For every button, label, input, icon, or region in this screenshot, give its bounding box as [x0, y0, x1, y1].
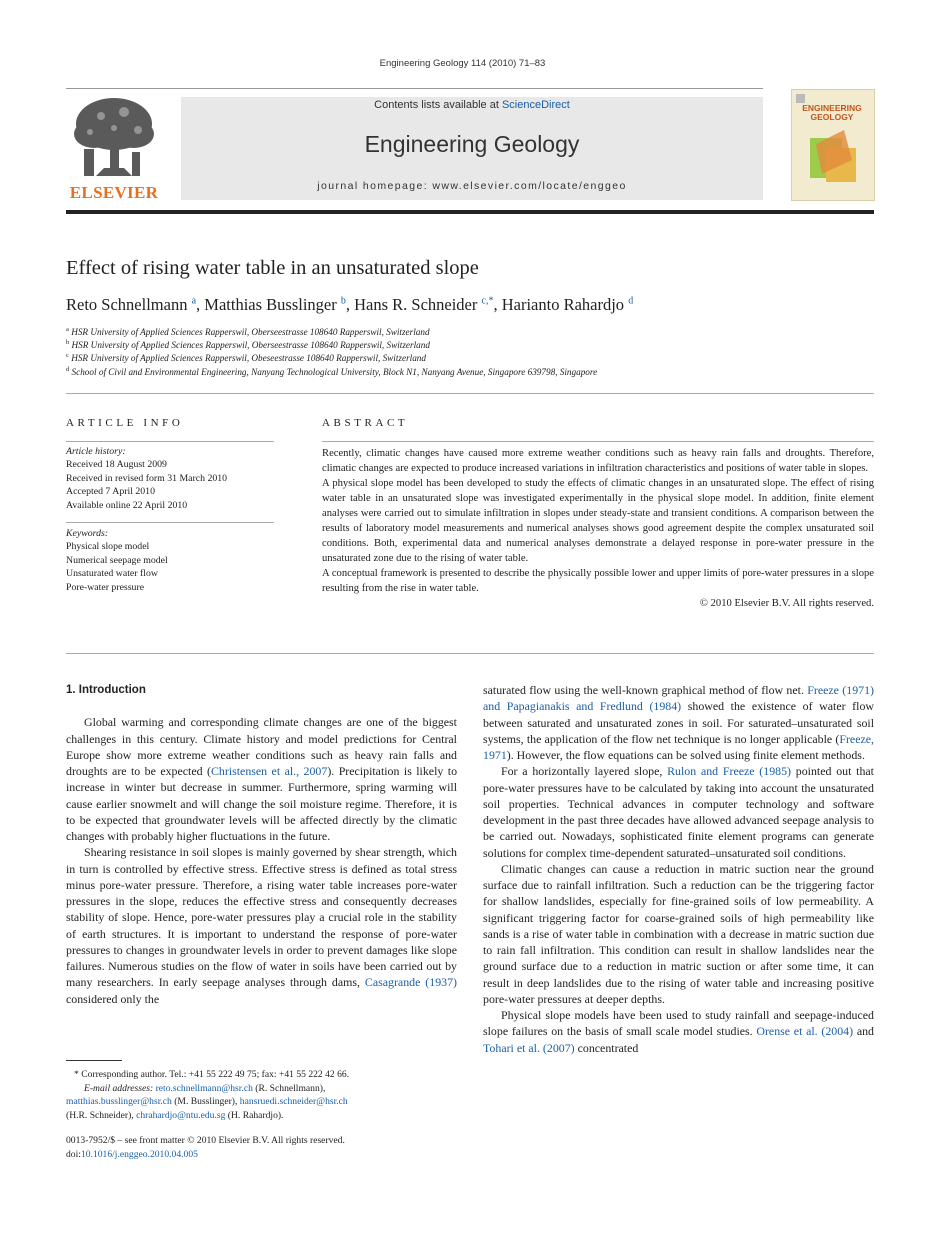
text-run: Physical slope models have been used to study rainfall and seepage-induced slope failures on the basis of small scale model studies.	[483, 1008, 874, 1039]
author-name: Matthias Busslinger	[204, 295, 337, 314]
citation-link[interactable]: Casagrande (1937)	[364, 975, 457, 990]
article-info-heading: ARTICLE INFO	[66, 417, 184, 429]
body-column-left	[66, 682, 457, 1007]
email-link[interactable]: matthias.busslinger@hsr.ch	[66, 1096, 172, 1107]
text-run: ). Precipitation is likely to increase in winter but decrease in summer. Furthermore, spring warming will cause earlier snowmelt and will change the soil moisture regime. Therefore, it is to be expected that groundwater levels will be affected directly by the climatic changes with probably higher fluctuations in the future.	[66, 764, 458, 843]
doi-link[interactable]: 10.1016/j.enggeo.2010.04.005	[80, 1148, 198, 1160]
email-label: E-mail addresses:	[84, 1082, 156, 1094]
affiliation-text: HSR University of Applied Sciences Rapperswil, Oberseestrasse 108640 Rapperswil, Switzerland	[71, 340, 430, 351]
keywords-rule	[66, 522, 274, 523]
keyword-item: Pore-water pressure	[66, 581, 145, 593]
affiliation-sup: b	[66, 339, 70, 346]
author-sup[interactable]: a	[191, 295, 197, 307]
body-paragraph: Climatic changes can cause a reduction in matric suction near the ground surface due to rainfall infiltration. Such a reduction can be the triggering factor for shallow landslides, especially for fine-grained soils of low permeability. A significant triggering factor for coarse-grained soils of high permeability like sands is a rise of water table in combination with a decrease in matric suction due to rain fall infiltration. This condition can result in shallow landslides near the ground surface due to a reduction in matric suction or after some time, it can result in deep landslides due to the rising of water table and increasing positive pore-water pressures at deeper depths.	[483, 861, 874, 1006]
journal-name: Engineering Geology	[364, 131, 580, 157]
abstract-heading: ABSTRACT	[322, 417, 409, 429]
affiliation-text: School of Civil and Environmental Engineering, Nanyang Technological University, Block N1, Nanyang Avenue, Singapore 639798, Singapore	[71, 367, 598, 378]
text-run: saturated flow using the well-known graphical method of flow net.	[483, 683, 808, 697]
contents-line	[181, 99, 763, 111]
keyword-item: Numerical seepage model	[66, 554, 168, 566]
citation-link[interactable]: Rulon and Freeze (1985)	[667, 764, 792, 779]
email-line	[66, 1109, 457, 1123]
footnote-rule	[66, 1060, 122, 1061]
history-item: Accepted 7 April 2010	[66, 486, 155, 498]
citation-link[interactable]: Christensen et al., 2007	[210, 764, 328, 778]
body-column-right	[483, 682, 874, 1056]
email-owner: (H. Rahardjo).	[225, 1109, 284, 1121]
email-link[interactable]: reto.schnellmann@hsr.ch	[155, 1082, 253, 1094]
text-run: Global warming and corresponding climate changes are one of the biggest challenges in this century. Climate history and model predictions for Central Europe show more extreme weather conditions such as heavy rain falls and droughts are to be expected (	[66, 715, 457, 778]
affiliation	[66, 339, 430, 350]
body-paragraph	[483, 682, 874, 763]
section-heading: 1. Introduction	[66, 684, 146, 696]
affiliation-sup: c	[66, 352, 69, 359]
email-owner: (H.R. Schneider),	[66, 1109, 137, 1121]
text-run: pointed out that pore-water pressures have to be calculated by taking into account the unsaturated soil properties. Technical advances in computer technology and software development in the past three decades have allowed advanced seepage analysis to be carried out. Nowadays, sophisticated finite element programs can generate solutions for complex time-dependent saturated–unsaturated soil conditions.	[483, 764, 874, 860]
text-run: ). However, the flow equations can be solved using finite element methods.	[506, 748, 865, 762]
abstract-body	[322, 446, 874, 611]
history-item: Received 18 August 2009	[66, 459, 167, 471]
author-name: Reto Schnellmann	[66, 295, 188, 314]
keyword-item: Unsaturated water flow	[66, 568, 158, 580]
text-run: Shearing resistance in soil slopes is mainly governed by shear strength, which in turn is controlled by effective stress. Effective stress is defined as total stress minus pore-water pressure. Therefore, a rising water table increases pore-water pressures in the slope, reduces the effective stress and consequently decreases stability of slope. Hence, pore-water pressures play a crucial role in the stability of earth structures. It is important to understand the response of pore-water pressures to changes in groundwater levels in order to prevent damages like slope failures. Numerous studies on the flow of water in soils have been carried out by many researchers. In early seepage analyses through dams,	[66, 845, 457, 990]
sciencedirect-link[interactable]: ScienceDirect	[501, 99, 570, 111]
body-paragraph	[483, 763, 874, 861]
citation-link[interactable]: Freeze (1971) and Papagianakis and Fredlund (1984)	[483, 683, 875, 714]
body-paragraph	[483, 1007, 874, 1056]
text-run: considered only the	[66, 991, 160, 1006]
doi-line	[66, 1148, 457, 1162]
affiliation-text: HSR University of Applied Sciences Rapperswil, Obeseestrasse 108640 Rapperswil, Switzerland	[71, 353, 426, 364]
front-matter	[66, 1134, 457, 1161]
citation-link[interactable]: Orense et al. (2004)	[756, 1024, 854, 1039]
header-thick-rule	[66, 210, 874, 214]
author-sup[interactable]: c,*	[481, 295, 494, 307]
body-paragraph	[66, 714, 457, 844]
text-run: and	[853, 1024, 874, 1039]
article-title: Effect of rising water table in an unsaturated slope	[66, 257, 479, 279]
email-link[interactable]: hansruedi.schneider@hsr.ch	[239, 1096, 348, 1107]
abstract-rule	[322, 441, 874, 442]
abstract-copyright: © 2010 Elsevier B.V. All rights reserved.	[699, 598, 874, 609]
author-name: Hans R. Schneider	[354, 295, 478, 314]
cover-title: ENGINEERING GEOLOGY	[802, 103, 862, 122]
elsevier-wordmark: ELSEVIER	[69, 183, 159, 202]
abstract-paragraph: A conceptual framework is presented to describe the physically possible lower and upper limits of pore-water pressures in a slope resulting from the rise in water table.	[322, 568, 874, 594]
issn-line: 0013-7952/$ – see front matter © 2010 Elsevier B.V. All rights reserved.	[66, 1135, 345, 1146]
history-label: Article history:	[66, 446, 126, 457]
corresponding-author-note: * Corresponding author. Tel.: +41 55 222 49 75; fax: +41 55 222 42 66.	[74, 1069, 350, 1080]
email-owner: (M. Busslinger),	[171, 1096, 240, 1107]
section-rule	[66, 393, 874, 394]
citation-link[interactable]: Freeze, 1971	[483, 731, 874, 762]
journal-homepage[interactable]: journal homepage: www.elsevier.com/locate/enggeo	[317, 180, 627, 192]
keywords-label: Keywords:	[66, 528, 109, 540]
article-info-rule	[66, 441, 274, 442]
footnote	[66, 1068, 457, 1122]
email-owner: (R. Schnellmann),	[252, 1082, 326, 1094]
affiliation	[66, 326, 430, 337]
body-paragraph	[66, 844, 457, 1007]
author-sup[interactable]: b	[340, 295, 346, 307]
article-info	[66, 445, 274, 594]
affiliation	[66, 366, 597, 377]
text-run: showed the existence of water flow between saturated and unsaturated zones in soil. For saturated–unsaturated soil systems, the application of the flow net technique is no longer applicable (	[483, 699, 874, 746]
affiliation-sup: d	[66, 366, 70, 373]
affiliation	[66, 352, 426, 363]
author-name: Harianto Rahardjo	[501, 295, 625, 314]
citation-link[interactable]: Tohari et al. (2007)	[483, 1040, 575, 1055]
author-sup[interactable]: d	[628, 295, 634, 307]
abstract-paragraph: A physical slope model has been developed to study the effects of climatic changes in an unsaturated slope. The effect of rising water table in an unsaturated slope was investigated experimentally in the physical slope model. In addition, finite element analyses were carried out to simulate infiltration in slopes under steady-state and transient conditions. A comparison between the results of laboratory model measurements and numerical analyses shows good agreement despite the complex unsaturated soil conditions. Both, experimental data and numerical analyses demonstrate a delayed response in pore-water pressure in the unsaturated zone due to the rising of water table.	[322, 478, 874, 564]
contents-prefix: Contents lists available at	[374, 99, 502, 111]
affiliation-sup: a	[66, 326, 69, 333]
doi-label: doi:	[66, 1148, 81, 1160]
history-item: Available online 22 April 2010	[66, 499, 188, 511]
keyword-item: Physical slope model	[66, 541, 150, 553]
email-line	[66, 1095, 457, 1109]
text-run: concentrated	[574, 1040, 639, 1055]
header-top-rule	[66, 88, 763, 89]
email-line	[66, 1082, 457, 1096]
text-run: For a horizontally layered slope,	[501, 764, 668, 779]
running-head: Engineering Geology 114 (2010) 71–83	[379, 58, 546, 69]
email-link[interactable]: chrahardjo@ntu.edu.sg	[136, 1109, 226, 1121]
affiliation-text: HSR University of Applied Sciences Rapperswil, Oberseestrasse 108640 Rapperswil, Switzerland	[71, 327, 430, 338]
history-item: Received in revised form 31 March 2010	[66, 472, 228, 484]
abstract-paragraph: Recently, climatic changes have caused more extreme weather conditions such as heavy rain falls and droughts. Therefore, climatic changes are expected to produce increased variations in infiltration characteristics and positions of water table in slopes.	[322, 448, 874, 474]
author-list: Reto Schnellmann $^a$, Matthias Busslinger $^b$, Hans R. Schneider $^{c,*}$, Harianto Rahardjo $^d$	[66, 295, 634, 314]
section-rule	[66, 653, 874, 654]
